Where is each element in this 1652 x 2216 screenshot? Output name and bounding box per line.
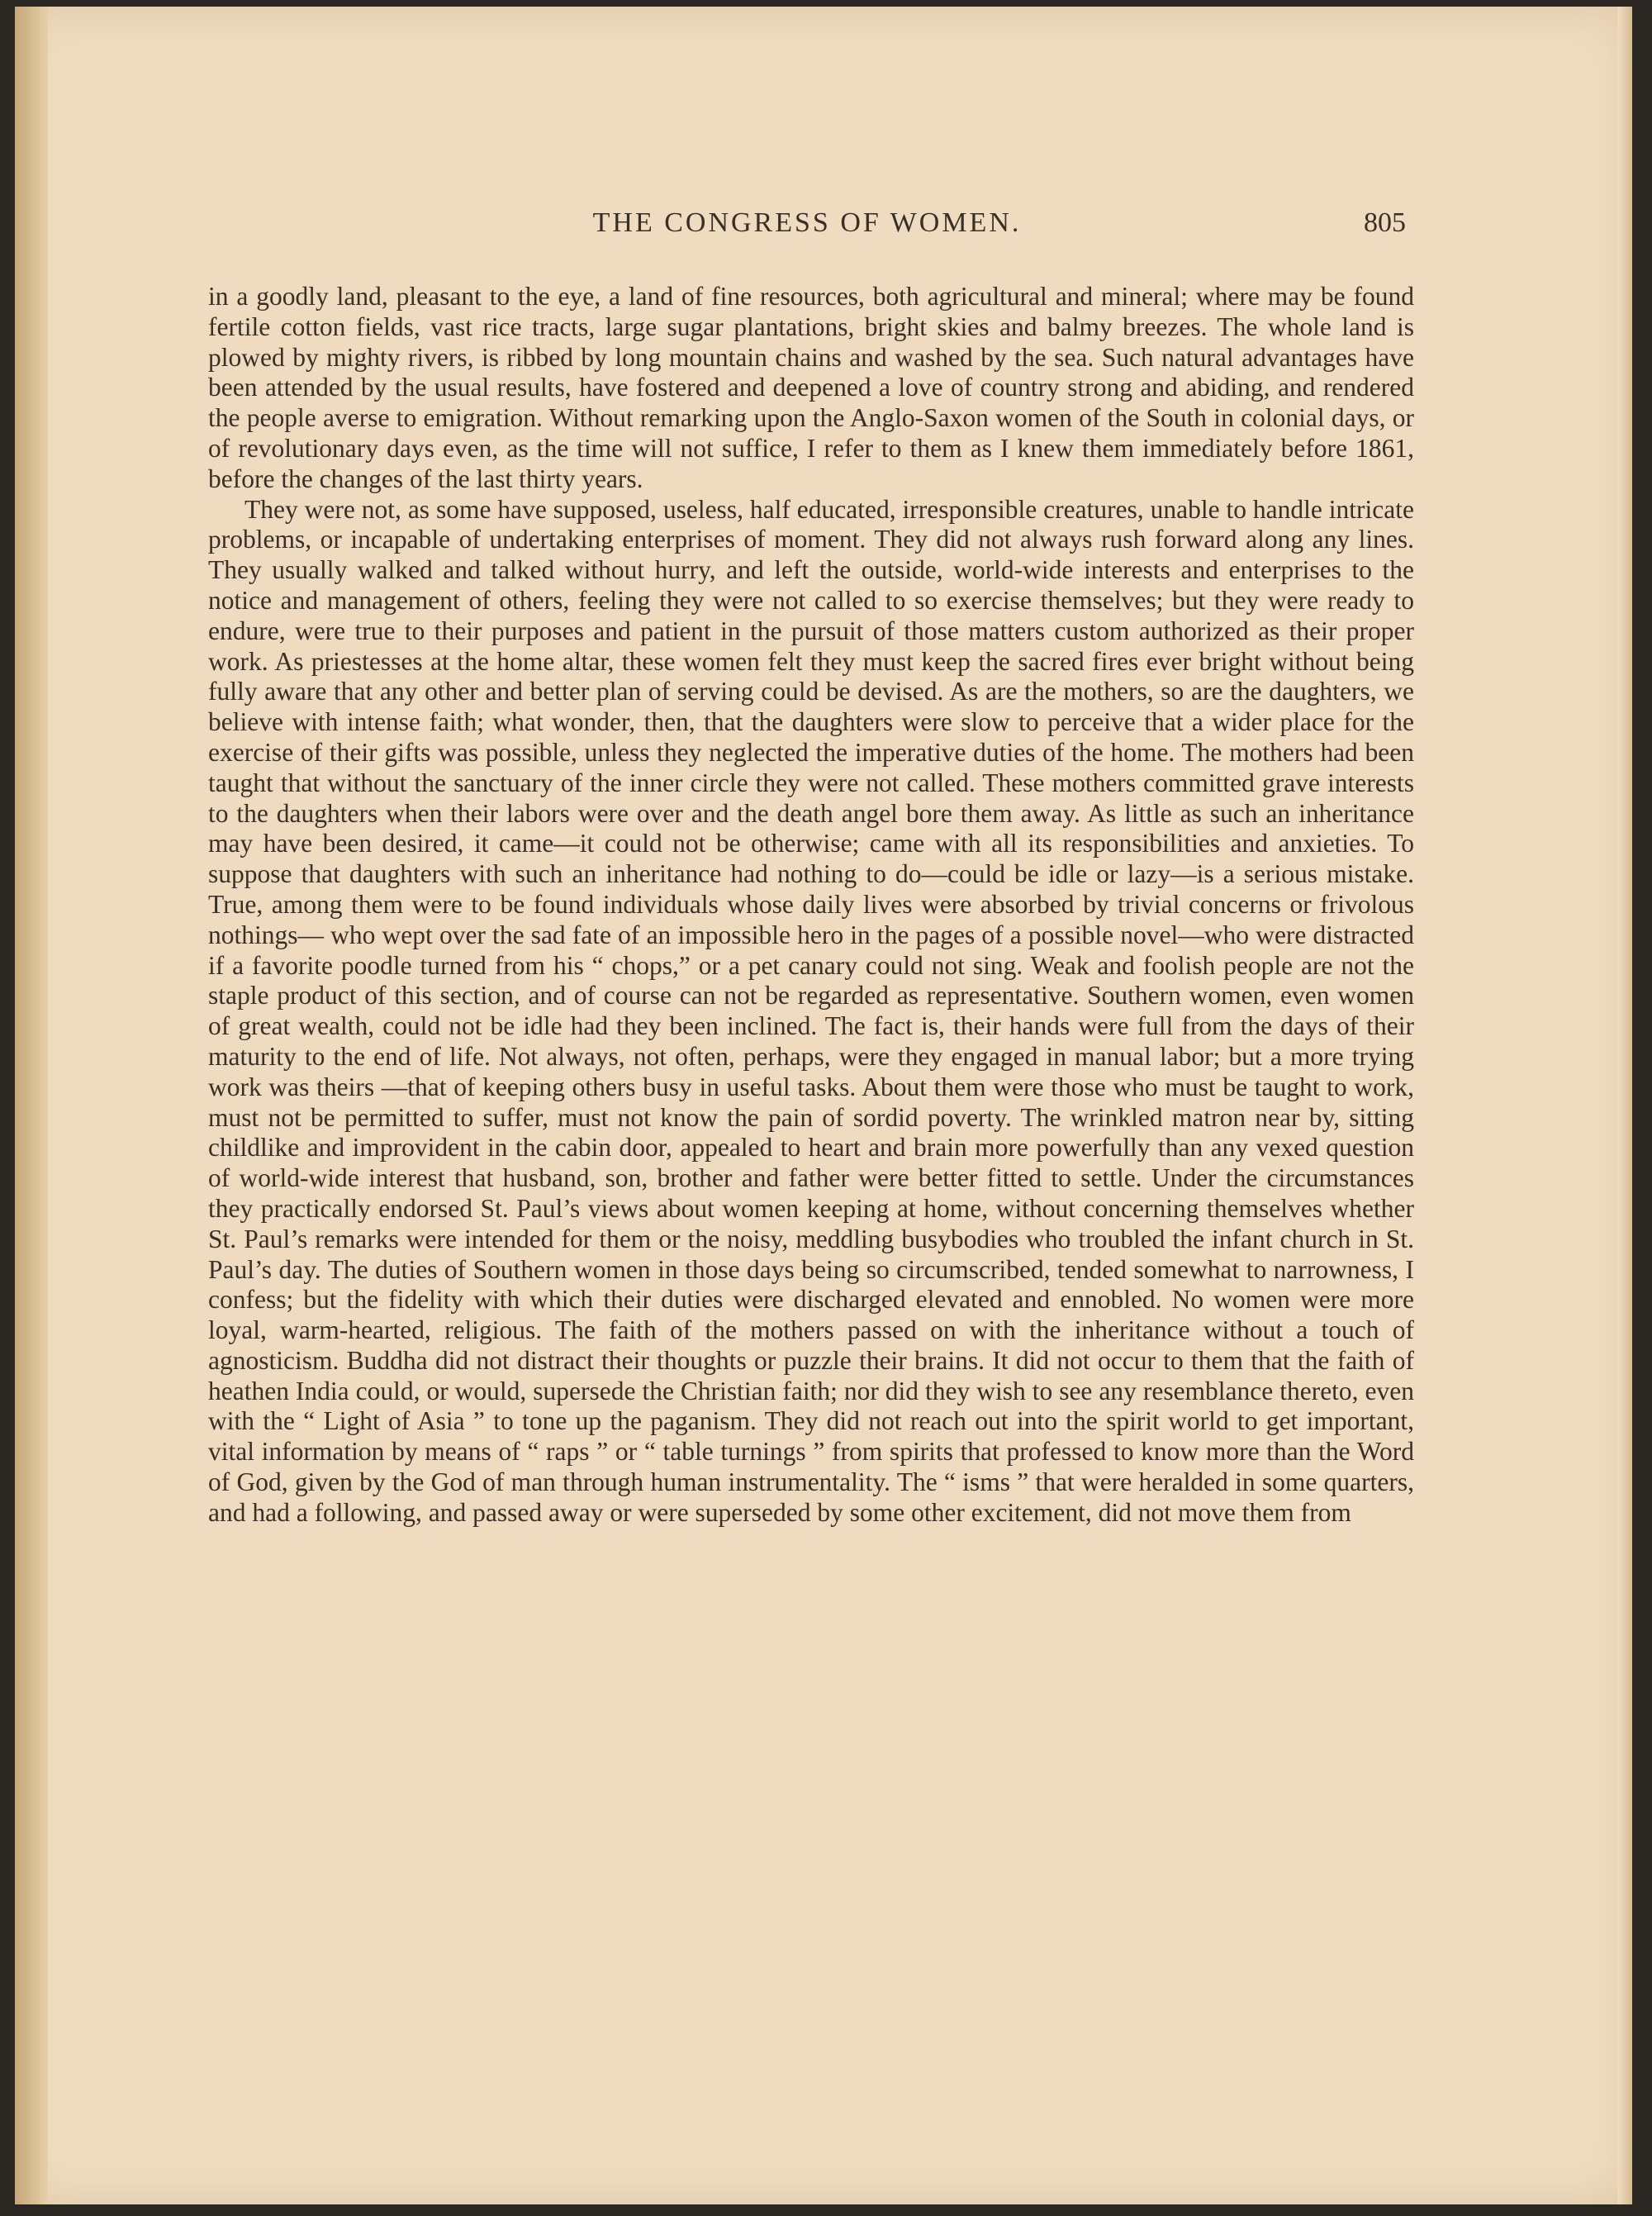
page-number: 805 [1364, 207, 1406, 238]
page-binding-shadow [15, 7, 48, 2204]
running-head [208, 207, 1406, 244]
body-text [208, 282, 1414, 1529]
page-edge [1617, 7, 1632, 2204]
running-head-title: THE CONGRESS OF WOMEN. [592, 207, 1022, 238]
book-page [15, 7, 1632, 2204]
paragraph-continued: in a goodly land, pleasant to the eye, a land of fine resources, both agricultural and mineral; where may be found fertile cotton fields, vast rice tracts, large sugar plantations, bright skies and balmy breezes. The whole land is plowed by mighty rivers, is ribbed by long mountain chains and washed by the sea. Such natural advantages have been attended by the usual results, have fostered and deepened a love of country strong and abiding, and rendered the people averse to emigration. Without remarking upon the Anglo-Saxon women of the South in colonial days, or of revolutionary days even, as the time will not suffice, I refer to them as I knew them immediately before 1861, before the changes of the last thirty years. [208, 282, 1414, 493]
paragraph: They were not, as some have supposed, useless, half educated, irresponsible creatures, unable to handle intricate problems, or incapable of undertaking enterprises of moment. They did not always rush forward along any lines. They usually walked and talked without hurry, and left the outside, world-wide interests and enterprises to the notice and management of others, feeling they were not called to so exercise themselves; but they were ready to endure, were true to their purposes and patient in the pursuit of those matters custom authorized as their proper work. As priestesses at the home altar, these women felt they must keep the sacred fires ever bright without being fully aware that any other and better plan of serving could be devised. As are the mothers, so are the daughters, we believe with intense faith; what wonder, then, that the daughters were slow to perceive that a wider place for the exercise of their gifts was possible, unless they neglected the imperative duties of the home. The mothers had been taught that without the sanctuary of the inner circle they were not called. These mothers committed grave interests to the daughters when their labors were over and the death angel bore them away. As little as such an inheritance may have been desired, it came—it could not be otherwise; came with all its responsibilities and anxieties. To suppose that daughters with such an inheritance had nothing to do—could be idle or lazy—is a serious mistake. True, among them were to be found individuals whose daily lives were absorbed by trivial concerns or frivolous nothings— who wept over the sad fate of an impossible hero in the pages of a possible novel—who were distracted if a favorite poodle turned from his “ chops,” or a pet canary could not sing. Weak and foolish people are not the staple product of this section, and of course can not be regarded as representative. Southern women, even women of great wealth, could not be idle had they been inclined. The fact is, their hands were full from the days of their maturity to the end of life. Not always, not often, perhaps, were they engaged in manual labor; but a more trying work was theirs —that of keeping others busy in useful tasks. About them were those who must be taught to work, must not be permitted to suffer, must not know the pain of sordid poverty. The wrinkled matron near by, sitting childlike and improvident in the cabin door, appealed to heart and brain more powerfully than any vexed question of world-wide interest that husband, son, brother and father were better fitted to settle. Under the circumstances they practically endorsed St. Paul’s views about women keeping at home, without concerning themselves whether St. Paul’s remarks were intended for them or the noisy, meddling busybodies who troubled the infant church in St. Paul’s day. The duties of Southern women in those days being so circumscribed, tended somewhat to narrowness, I confess; but the fidelity with which their duties were discharged elevated and ennobled. No women were more loyal, warm-hearted, religious. The faith of the mothers passed on with the inheritance without a touch of agnosticism. Buddha did not distract their thoughts or puzzle their brains. It did not occur to them that the faith of heathen India could, or would, supersede the Christian faith; nor did they wish to see any resemblance thereto, even with the “ Light of Asia ” to tone up the paganism. They did not reach out into the spirit world to get important, vital information by means of “ raps ” or “ table turnings ” from spirits that professed to know more than the Word of God, given by the God of man through human instrumentality. The “ isms ” that were heralded in some quarters, and had a following, and passed away or were superseded by some other excitement, did not move them from [208, 494, 1414, 1527]
